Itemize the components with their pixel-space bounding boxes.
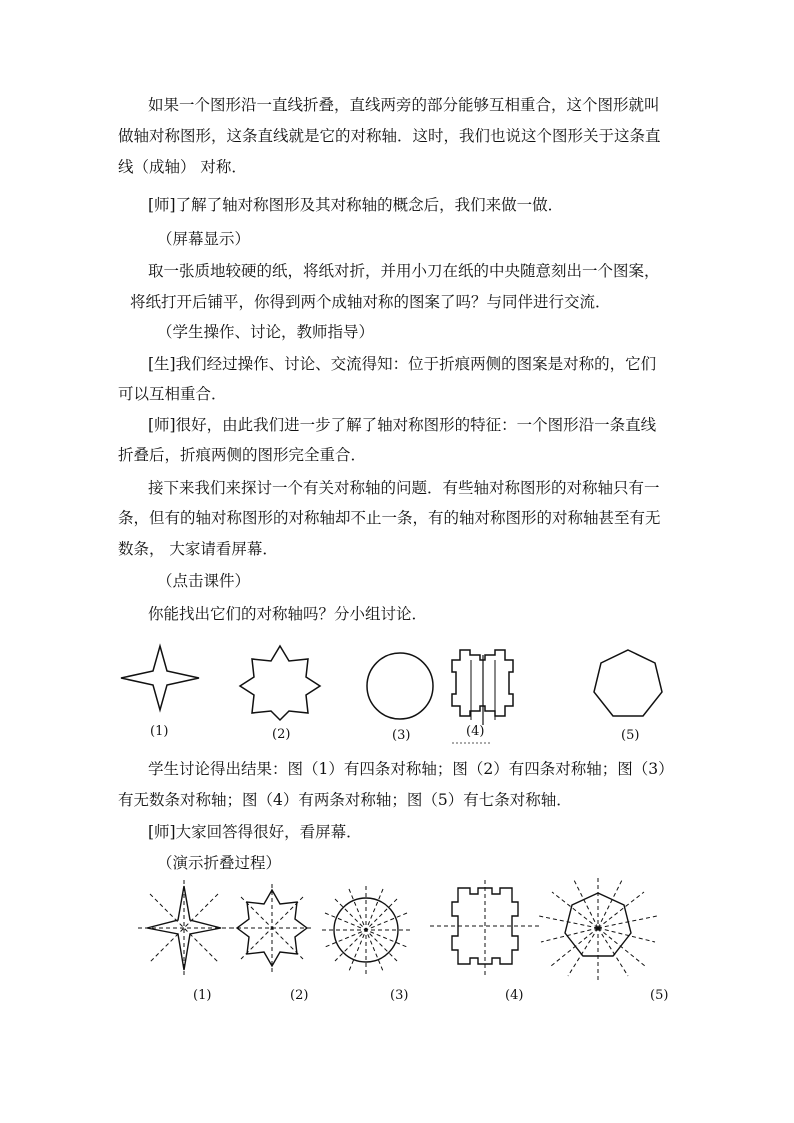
para-13: （演示折叠过程） [157,854,282,872]
figure-1 [0,640,794,740]
fig2-caption-4: (4) [505,988,524,1003]
para-1-line-2: 做轴对称图形，这条直线就是它的对称轴．这时，我们也说这个图形关于这条直 [118,127,661,145]
para-3: （屏幕显示） [157,230,251,248]
fig1-caption-5: (5) [621,728,640,743]
para-10: 你能找出它们的对称轴吗？分小组讨论． [148,605,428,623]
para-6-line-1: [生]我们经过操作、讨论、交流得知：位于折痕两侧的图案是对称的，它们 [148,355,657,373]
figure-2 [0,878,794,988]
para-6-line-2: 可以互相重合． [118,385,227,403]
eight-point-star-shape [240,646,320,720]
para-8-line-3: 数条， 大家请看屏幕． [118,540,278,558]
para-2: [师]了解了轴对称图形及其对称轴的概念后，我们来做一做． [148,196,564,214]
para-7-line-1: [师]很好，由此我们进一步了解了轴对称图形的特征：一个图形沿一条直线 [148,416,657,434]
para-5: （学生操作、讨论，教师指导） [157,323,375,341]
fig2-caption-3: (3) [390,988,409,1003]
fig2-caption-2: (2) [290,988,309,1003]
fig1-caption-1: (1) [150,724,169,739]
para-7-line-2: 折叠后，折痕两侧的图形完全重合． [118,446,367,464]
fig2-caption-1: (1) [193,988,212,1003]
para-9: （点击课件） [157,572,251,590]
para-11-line-1: 学生讨论得出结果：图（1）有四条对称轴；图（2）有四条对称轴；图（3） [148,760,674,778]
para-8-line-2: 条，但有的轴对称图形的对称轴却不止一条，有的轴对称图形的对称轴甚至有无 [118,509,661,527]
circle-shape [367,653,433,719]
fig1-caption-3: (3) [392,728,411,743]
heptagon-shape [594,650,662,716]
para-11-line-2: 有无数条对称轴；图（4）有两条对称轴；图（5）有七条对称轴． [118,791,572,809]
para-1-line-3: 线（成轴） 对称． [118,158,247,176]
fig1-caption-4: (4) [466,724,485,739]
fig2-caption-5: (5) [650,988,669,1003]
para-1-line-1: 如果一个图形沿一直线折叠，直线两旁的部分能够互相重合，这个图形就叫 [148,96,660,114]
para-4-line-2: 将纸打开后铺平，你得到两个成轴对称的图案了吗？与同伴进行交流． [130,293,611,311]
para-8-line-1: 接下来我们来探讨一个有关对称轴的问题．有些轴对称图形的对称轴只有一 [148,479,660,497]
para-4-line-1: 取一张质地较硬的纸，将纸对折，并用小刀在纸的中央随意刻出一个图案， [148,262,660,280]
para-12: [师]大家回答得很好，看屏幕． [148,823,362,841]
four-point-star-shape [121,646,199,710]
fig1-caption-2: (2) [272,727,291,742]
